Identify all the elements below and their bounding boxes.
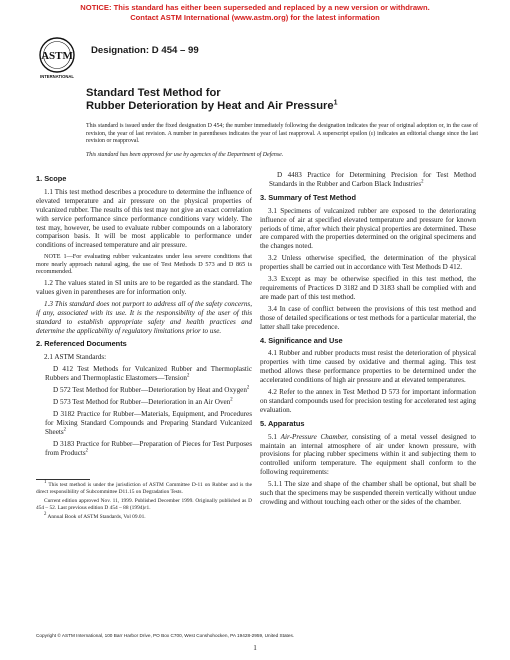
paragraph-3-2: 3.2 Unless otherwise specified, the determination of the physical properties shall be carried out in accordance with Test Methods D 412.: [260, 254, 476, 272]
document-title: [86, 87, 476, 113]
note-1: NOTE 1—For evaluating rubber vulcanizates under less severe conditions that more nearly approach natural aging, the use of Test Methods D 573 and D 865 is recommended.: [36, 253, 252, 276]
title-line-2: Rubber Deterioration by Heat and Air Pressure$^1$: [86, 99, 338, 112]
paragraph-3-3: 3.3 Except as may be otherwise specified in this test method, the requirements of Practices D 3182 and D 3183 shall be complied with and are made part of this test method.: [260, 275, 476, 301]
issuance-statement: This standard is issued under the fixed designation D 454; the number immediately following the designation indicates the year of original adoption or, in the case of revision, the year of last revision. A number in parentheses indicates the year of last reapproval. A superscript epsilon (ε) indicates an editorial change since the last revision or reapproval.: [86, 123, 478, 145]
paragraph-3-4: 3.4 In case of conflict between the provisions of this test method and those of detailed specifications or test methods for a particular material, the latter shall take precedence.: [260, 304, 476, 331]
reference-d3183: D 3183 Practice for Rubber—Preparation of Pieces for Test Purposes from Products$^2$: [45, 439, 252, 457]
notice-line-2: Contact ASTM International (www.astm.org) for the latest information: [130, 12, 380, 22]
left-column: [36, 175, 252, 523]
reference-d4483: D 4483 Practice for Determining Precision for Test Method Standards in the Rubber and Carbon Black Industries$^2$: [269, 171, 476, 188]
designation: Designation: D 454 – 99: [91, 45, 199, 56]
reference-d412: D 412 Test Methods for Vulcanized Rubber and Thermoplastic Rubbers and Thermoplastic Elastomers—Tension$^2$: [45, 365, 252, 383]
svg-text:ASTM: ASTM: [41, 50, 73, 62]
section-heading-referenced-documents: 2. Referenced Documents: [36, 339, 127, 349]
page-number: 1: [253, 644, 257, 652]
section-heading-scope: 1. Scope: [36, 174, 67, 183]
paragraph-5-1: 5.1 Air-Pressure Chamber, consisting of a metal vessel designed to maintain an internal atmosphere of air under known pressure, with provisions for placing rubber specimens within it and subjecting them to controlled uniform temperature. The equipment shall conform to the following requirements:: [260, 432, 476, 477]
reference-d572: D 572 Test Method for Rubber—Deterioration by Heat and Oxygen$^2$: [53, 385, 250, 395]
paragraph-4-2: 4.2 Refer to the annex in Test Method D 573 for important information on standard compounds used for precision testing for accelerated test aging evaluation.: [260, 388, 476, 414]
section-heading-apparatus: 5. Apparatus: [260, 418, 305, 428]
footnote-1: $^1$ This test method is under the jurisdiction of ASTM Committee D-11 on Rubber and is the direct responsibility of Subcommittee D11.15 on Degradation Tests.: [36, 480, 252, 495]
paragraph-1-2: 1.2 The values stated in SI units are to be regarded as the standard. The values given in parentheses are for information only.: [36, 279, 252, 296]
reference-d3182: D 3182 Practice for Rubber—Materials, Equipment, and Procedures for Mixing Standard Compounds and Preparing Standard Vulcanized Sheets$^2$: [45, 409, 252, 436]
footnote-2: $^2$ Annual Book of ASTM Standards, Vol 09.01.: [44, 512, 146, 521]
paragraph-2-1: 2.1 ASTM Standards:: [44, 353, 107, 362]
astm-logo: [38, 36, 76, 80]
paragraph-1-1: 1.1 This test method describes a procedure to determine the influence of elevated temperature and air pressure on the physical properties of vulcanized rubber. The results of this test may not give an exact correlation with service performance since performance conditions vary widely. The test may, however, be used to evaluate rubber compounds on a laboratory comparison basis. It will be most applicable to performance under conditions of increased temperature and air pressure.: [36, 187, 252, 250]
notice-line-1: NOTICE: This standard has either been superseded and replaced by a new version or withdrawn.: [80, 3, 430, 12]
section-heading-significance: 4. Significance and Use: [260, 335, 343, 345]
superseded-notice: [0, 3, 510, 22]
right-column: [260, 171, 476, 510]
title-line-1: Standard Test Method for: [86, 87, 221, 99]
section-heading-summary: 3. Summary of Test Method: [260, 192, 356, 202]
paragraph-4-1: 4.1 Rubber and rubber products must resist the deterioration of physical properties with time caused by oxidative and thermal aging. This test method allows these performance properties to be determined under the accelerated conditions of high air pressure and at elevated temperatures.: [260, 349, 476, 385]
paragraph-5-1-1: 5.1.1 The size and shape of the chamber shall be optional, but shall be such that the specimens may be suspended therein vertically without undue crowding and without touching each other or the sides of the chamber.: [260, 480, 476, 506]
paragraph-1-3: 1.3 This standard does not purport to address all of the safety concerns, if any, associated with its use. It is the responsibility of the user of this standard to establish appropriate safety and health practices and determine the applicability of regulatory limitations prior to use.: [36, 299, 252, 335]
reference-d573: D 573 Test Method for Rubber—Deterioration in an Air Oven$^2$: [53, 397, 233, 406]
copyright-line: Copyright © ASTM International, 100 Barr Harbor Drive, PO Box C700, West Conshohocken, PA 19428-2959, United States.: [36, 633, 295, 638]
footnote-1-edition: Current edition approved Nov. 11, 1999. Published December 1999. Originally published as D 454 – 52. Last previous edition D 454 – 88 (1994)ε1.: [36, 498, 252, 511]
paragraph-3-1: 3.1 Specimens of vulcanized rubber are exposed to the deteriorating influence of air at specified elevated temperature and pressure for known periods of time, after which their physical properties are determined. These are compared with the properties determined on the original specimens and the changes noted.: [260, 206, 476, 251]
dod-statement: This standard has been approved for use by agencies of the Department of Defense.: [86, 152, 284, 158]
logo-text: INTERNATIONAL: [40, 74, 74, 79]
